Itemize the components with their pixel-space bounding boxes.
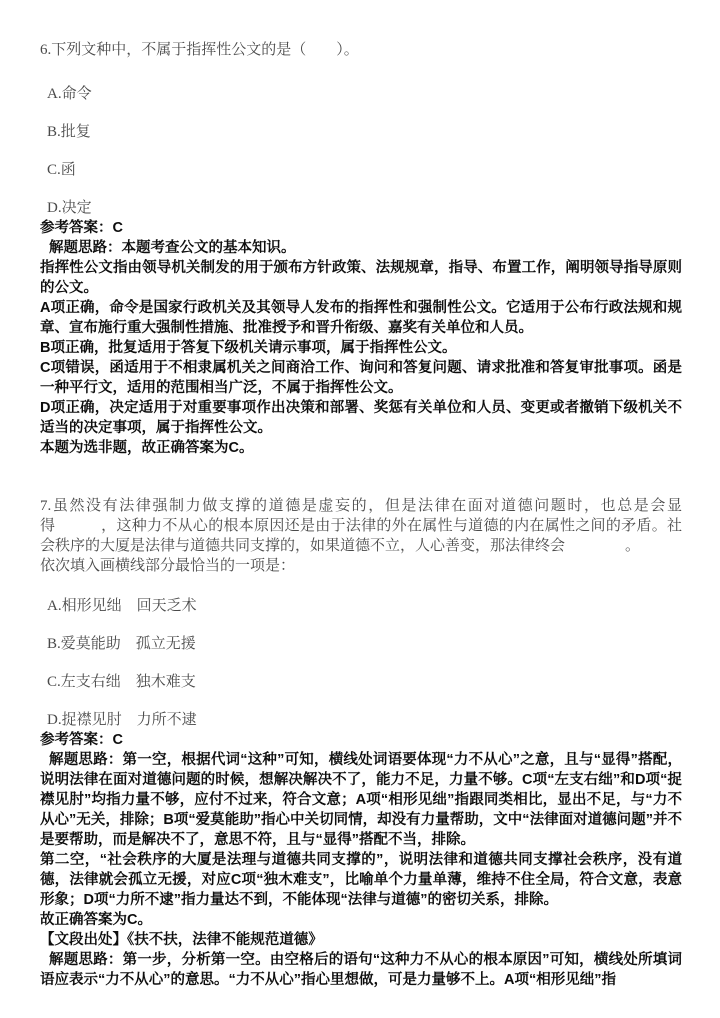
question-6-stem: 6.下列文种中，不属于指挥性公文的是（ ）。 bbox=[40, 42, 359, 58]
question-6-block bbox=[40, 40, 682, 458]
explanation-paragraph: B项正确，批复适用于答复下级机关请示事项，属于指挥性公文。 bbox=[40, 340, 457, 356]
explanation-paragraph: 故正确答案为C。 bbox=[40, 912, 152, 928]
question-7-prompt: 依次填入画横线部分最恰当的一项是： bbox=[40, 558, 296, 574]
explanation-paragraph: 指挥性公文指由领导机关制发的用于颁布方针政策、法规规章，指导、布置工作，阐明领导指导原则的公文。 bbox=[40, 260, 682, 296]
explanation-paragraph: 解题思路：第一空，根据代词“这种”可知，横线处词语要体现“力不从心”之意，且与“显得”搭配，说明法律在面对道德问题的时候，想解决解决不了，能力不足，力量不够。C项“左支右绌”和D项“捉襟见肘”均指力量不够，应付不过来，符合文意；A项“相形见绌”指跟同类相比，显出不足，与“力不从心”无关，排除；B项“爱莫能助”指心中关切同情，却没有力量帮助，文中“法律面对道德问题”并不是要帮助，而是解决不了，意思不符，且与“显得”搭配不当，排除。 bbox=[40, 752, 682, 848]
explanation-paragraph: D项正确，决定适用于对重要事项作出决策和部署、奖惩有关单位和人员、变更或者撤销下级机关不适当的决定事项，属于指挥性公文。 bbox=[40, 400, 682, 436]
explanation-paragraph: 第二空，“社会秩序的大厦是法理与道德共同支撑的”，说明法律和道德共同支撑社会秩序，没有道德，法律就会孤立无援，对应C项“独木难支”，比喻单个力量单薄，维持不住全局，符合文意，表意形象；D项“力所不逮”指力量达不到，不能体现“法律与道德”的密切关系，排除。 bbox=[40, 852, 682, 908]
question-6-answer-key: 参考答案：C bbox=[40, 220, 123, 236]
question-7-stem: 7.虽然没有法律强制力做支撑的道德是虚妄的，但是法律在面对道德问题时，也总是会显得 ，这种力不从心的根本原因还是由于法律的外在属性与道德的内在属性之间的矛盾。社会秩序的大厦是法律与道德共同支撑的，如果道德不立，人心善变，那法律终会 。 bbox=[40, 498, 682, 554]
explanation-paragraph: 本题为选非题，故正确答案为C。 bbox=[40, 440, 254, 456]
question-7-option-d: D.捉襟见肘 力所不逮 bbox=[47, 712, 197, 728]
question-6-option-b: B.批复 bbox=[47, 124, 91, 140]
question-7-answer-key: 参考答案：C bbox=[40, 732, 123, 748]
explanation-paragraph: A项正确，命令是国家行政机关及其领导人发布的指挥性和强制性公文。它适用于公布行政法规和规章、宣布施行重大强制性措施、批准授予和晋升衔级、嘉奖有关单位和人员。 bbox=[40, 300, 682, 336]
source-note: 【文段出处】《扶不扶，法律不能规范道德》 bbox=[40, 932, 323, 948]
question-6-option-a: A.命令 bbox=[47, 86, 92, 102]
question-7-option-b: B.爱莫能助 孤立无援 bbox=[47, 636, 196, 652]
explanation-paragraph: 解题思路：本题考查公文的基本知识。 bbox=[49, 240, 296, 256]
explanation-paragraph: C项错误，函适用于不相隶属机关之间商洽工作、询问和答复问题、请求批准和答复审批事项。函是一种平行文，适用的范围相当广泛，不属于指挥性公文。 bbox=[40, 360, 682, 396]
question-6-option-c: C.函 bbox=[47, 162, 76, 178]
question-7-option-c: C.左支右绌 独木难支 bbox=[47, 674, 196, 690]
explanation-paragraph: 解题思路：第一步，分析第一空。由空格后的语句“这种力不从心的根本原因”可知，横线处所填词语应表示“力不从心”的意思。“力不从心”指心里想做，可是力量够不上。A项“相形见绌”指 bbox=[40, 952, 682, 988]
question-6-option-d: D.决定 bbox=[47, 200, 92, 216]
question-7-block bbox=[40, 496, 682, 990]
question-6-options-list bbox=[40, 84, 682, 218]
question-7-options-list bbox=[40, 596, 682, 730]
question-7-option-a: A.相形见绌 回天乏术 bbox=[47, 598, 197, 614]
